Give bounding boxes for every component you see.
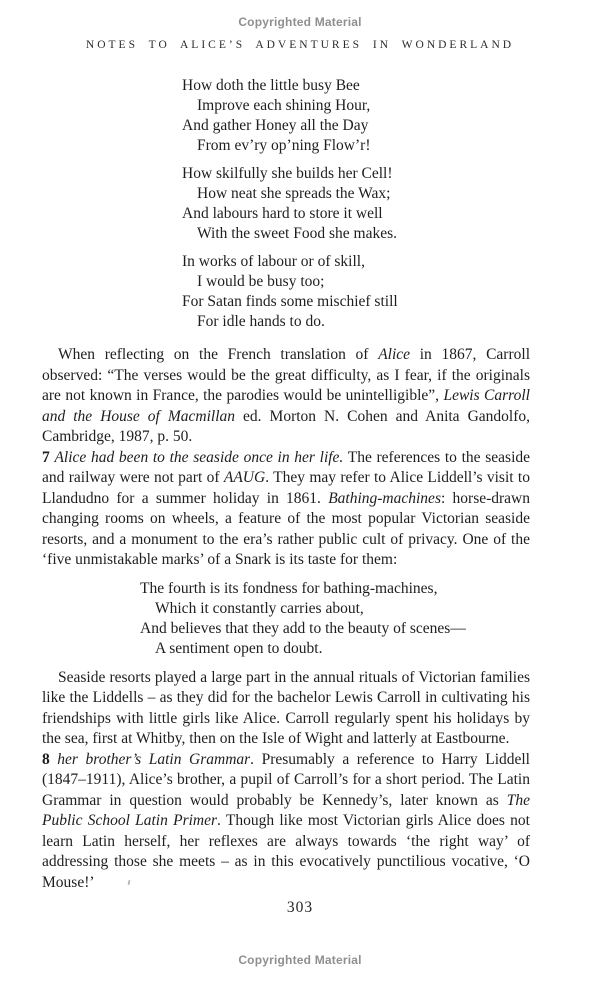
text-run: in 1867, Carroll observed: “The verses would be the great difficulty, as I fear, if the originals are not known in France, the parodies would be unintelligible”, <box>42 346 530 404</box>
italic-run: Lewis Carroll and the House of Macmillan <box>42 387 530 425</box>
italic-run: The Public School Latin Primer <box>42 791 530 829</box>
stanza <box>182 76 530 156</box>
italic-run: her brother’s Latin Grammar <box>57 750 251 768</box>
copyright-banner-bottom: Copyrighted Material <box>238 953 362 967</box>
note-number: 8 <box>42 750 50 768</box>
note-8 <box>42 750 530 894</box>
page-content <box>42 76 530 893</box>
verse-line: Which it constantly carries about, <box>155 599 364 617</box>
text-run: . Though like most Victorian girls Alice does not learn Latin herself, her reflexes are always towards ‘the right way’ of addressing those she meets – as in this evocatively punctilious vocative, ‘O Mouse!’ <box>42 812 530 891</box>
italic-run: Alice <box>378 346 411 363</box>
text-run: The references to the seaside and railway were not part of <box>42 448 531 486</box>
note-number: 7 <box>42 448 50 466</box>
verse-line: The fourth is its fondness for bathing-machines, <box>140 579 438 597</box>
stanza <box>182 252 530 332</box>
text-run: When reflecting on the French translation of <box>58 346 379 363</box>
opening-poem <box>182 76 530 332</box>
poem-line: From ev’ry op’ning Flow’r! <box>197 137 371 154</box>
poem-line: With the sweet Food she makes. <box>197 225 397 242</box>
poem-line: How skilfully she builds her Cell! <box>182 165 393 182</box>
text-run: . Presumably a reference to Harry Liddell (1847–1911), Alice’s brother, a pupil of Carroll’s for a short period. The Latin Grammar in question would probably be Kennedy’s, later known as <box>42 750 530 809</box>
note-7 <box>42 448 530 571</box>
verse-line: A sentiment open to doubt. <box>155 639 323 657</box>
poem-line: And gather Honey all the Day <box>182 117 369 134</box>
poem-line: How neat she spreads the Wax; <box>197 185 391 202</box>
page-number: 303 <box>286 899 314 916</box>
poem-line: For idle hands to do. <box>197 313 325 330</box>
copyright-banner-top: Copyrighted Material <box>238 15 362 29</box>
stanza <box>182 164 530 244</box>
poem-line: Improve each shining Hour, <box>197 97 371 114</box>
italic-run: Bathing-machines <box>328 489 441 507</box>
paragraph-reflecting <box>42 345 530 448</box>
italic-run: Alice had been to the seaside once in her life. <box>54 448 344 466</box>
text-run: Seaside resorts played a large part in the annual rituals of Victorian families like the Liddells – as they did for the bachelor Lewis Carroll in cultivating his friendships with little girls like Alice. Carroll regularly spent his holidays by the sea, first at Whitby, then on the Isle of Wight and latterly at Eastbourne. <box>42 668 530 747</box>
verse-line: And believes that they add to the beauty of scenes— <box>140 619 466 637</box>
poem-line: In works of labour or of skill, <box>182 253 365 270</box>
running-head: NOTES TO ALICE’S ADVENTURES IN WONDERLAND <box>85 39 515 51</box>
poem-line: I would be busy too; <box>197 273 325 290</box>
text-run: : horse-drawn changing rooms on wheels, a feature of the most popular Victorian seaside resorts, and a monument to the era’s rather public cult of privacy. One of the ‘five unmistakable marks’ of a Snark is its taste for them: <box>42 489 531 568</box>
poem-line: And labours hard to store it well <box>182 205 383 222</box>
poem-line: How doth the little busy Bee <box>182 77 360 94</box>
text-run: . They may refer to Alice Liddell’s visit to Llandudno for a summer holiday in 1861. <box>42 469 530 507</box>
snark-verse <box>140 579 530 659</box>
text-run: ed. Morton N. Cohen and Anita Gandolfo, Cambridge, 1987, p. 50. <box>42 407 530 445</box>
italic-run: AAUG <box>223 469 266 486</box>
paragraph-seaside <box>42 668 530 750</box>
poem-line: For Satan finds some mischief still <box>182 293 398 310</box>
